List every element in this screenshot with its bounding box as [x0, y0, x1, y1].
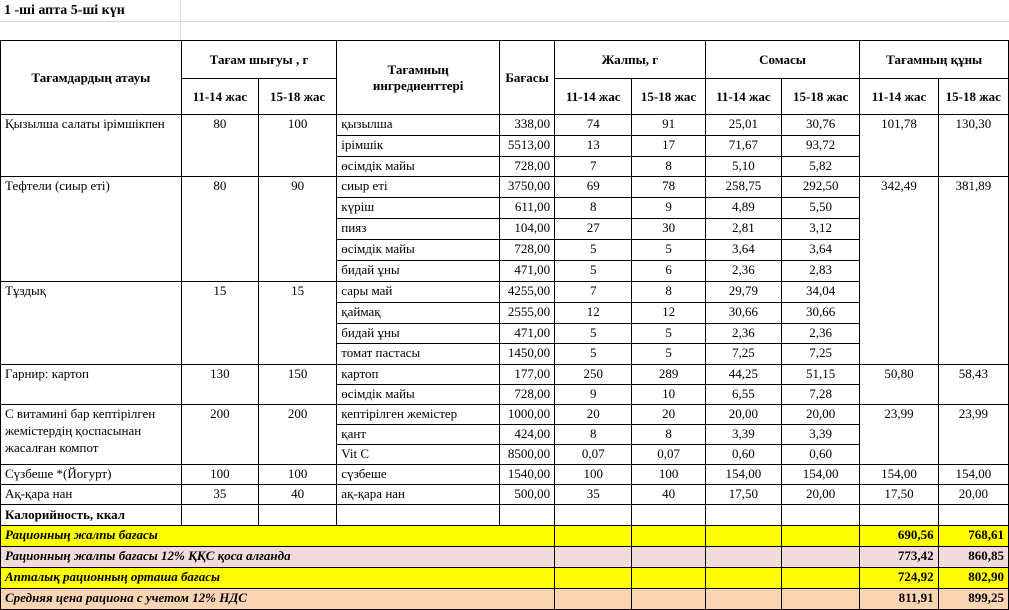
- sum-11-14: 17,50: [705, 485, 781, 505]
- sum-11-14: 0,60: [705, 445, 781, 465]
- grams-11-14: 5: [555, 324, 632, 344]
- empty-cell: [632, 589, 705, 610]
- grams-15-18: 5: [632, 344, 705, 365]
- summary-value-11-14: 690,56: [860, 526, 938, 547]
- sum-11-14: 7,25: [705, 344, 781, 365]
- empty-cell: [705, 589, 781, 610]
- table-row: [1, 282, 1009, 303]
- sum-11-14: 44,25: [705, 365, 781, 385]
- summary-value-15-18: 860,85: [938, 547, 1008, 568]
- grams-11-14: 74: [555, 115, 632, 136]
- sum-11-14: 30,66: [705, 303, 781, 324]
- ingredient-price: 338,00: [499, 115, 554, 136]
- summary-value-11-14: 724,92: [860, 568, 938, 589]
- dish-cost-15-18: 20,00: [938, 485, 1008, 505]
- grams-11-14: 7: [555, 157, 632, 177]
- ingredient-name: өсімдік майы: [337, 157, 500, 177]
- ingredient-name: кептірілген жемістер: [337, 405, 500, 425]
- ingredient-name: күріш: [337, 198, 500, 219]
- table-row: [1, 365, 1009, 385]
- summary-value-11-14: 773,42: [860, 547, 938, 568]
- sum-11-14: 154,00: [705, 465, 781, 485]
- grams-11-14: 20: [555, 405, 632, 425]
- table-row: [1, 465, 1009, 485]
- sum-15-18: 3,12: [782, 219, 860, 240]
- summary-row: [1, 589, 1009, 610]
- empty-cell: [337, 505, 500, 526]
- summary-row: [1, 526, 1009, 547]
- grams-11-14: 250: [555, 365, 632, 385]
- output-11-14: 80: [181, 115, 258, 177]
- summary-row: [1, 547, 1009, 568]
- grams-15-18: 17: [632, 136, 705, 157]
- sum-11-14: 3,39: [705, 425, 781, 445]
- sum-15-18: 20,00: [782, 485, 860, 505]
- grams-15-18: 8: [632, 425, 705, 445]
- ingredient-price: 500,00: [499, 485, 554, 505]
- ingredient-price: 471,00: [499, 324, 554, 344]
- grams-11-14: 5: [555, 240, 632, 261]
- header-price: Бағасы: [499, 41, 554, 115]
- header-age-11-14: 11-14 жас: [181, 79, 258, 115]
- sum-15-18: 30,76: [782, 115, 860, 136]
- sheet-title: 1 -ші апта 5-ші күн: [0, 0, 1009, 22]
- dish-cost-15-18: 154,00: [938, 465, 1008, 485]
- dish-cost-11-14: 17,50: [860, 485, 938, 505]
- sum-15-18: 20,00: [782, 405, 860, 425]
- dish-name: Тұздық: [1, 282, 182, 365]
- summary-value-15-18: 802,90: [938, 568, 1008, 589]
- header-age-15-18: 15-18 жас: [632, 79, 705, 115]
- menu-table: [0, 40, 1009, 610]
- empty-cell: [555, 526, 632, 547]
- ingredient-name: сиыр еті: [337, 177, 500, 198]
- sum-11-14: 6,55: [705, 385, 781, 405]
- ingredient-name: қызылша: [337, 115, 500, 136]
- header-age-15-18: 15-18 жас: [259, 79, 337, 115]
- output-15-18: 200: [259, 405, 337, 465]
- dish-rows: [1, 115, 1009, 505]
- empty-cell: [555, 547, 632, 568]
- summary-value-11-14: 811,91: [860, 589, 938, 610]
- dish-cost-15-18: 23,99: [938, 405, 1008, 465]
- empty-cell: [705, 547, 781, 568]
- grams-15-18: 91: [632, 115, 705, 136]
- dish-cost-11-14: 101,78: [860, 115, 938, 177]
- sum-15-18: 51,15: [782, 365, 860, 385]
- summary-rows: [1, 505, 1009, 610]
- calorie-label: Калорийность, ккал: [1, 505, 182, 526]
- output-15-18: 100: [259, 115, 337, 177]
- ingredient-name: ақ-қара нан: [337, 485, 500, 505]
- empty-cell: [555, 589, 632, 610]
- ingredient-price: 5513,00: [499, 136, 554, 157]
- grams-15-18: 289: [632, 365, 705, 385]
- output-15-18: 40: [259, 485, 337, 505]
- grams-11-14: 13: [555, 136, 632, 157]
- grams-15-18: 6: [632, 261, 705, 282]
- ingredient-price: 177,00: [499, 365, 554, 385]
- ingredient-name: сүзбеше: [337, 465, 500, 485]
- ingredient-price: 728,00: [499, 385, 554, 405]
- sum-11-14: 20,00: [705, 405, 781, 425]
- empty-cell: [705, 505, 781, 526]
- dish-cost-11-14: 23,99: [860, 405, 938, 465]
- empty-cell: [938, 505, 1008, 526]
- summary-label: Рационның жалпы бағасы: [1, 526, 555, 547]
- sum-15-18: 154,00: [782, 465, 860, 485]
- output-15-18: 100: [259, 465, 337, 485]
- header-output: Тағам шығуы , г: [181, 41, 337, 79]
- ingredient-name: томат пастасы: [337, 344, 500, 365]
- ingredient-name: пияз: [337, 219, 500, 240]
- sum-15-18: 93,72: [782, 136, 860, 157]
- grid-line: [180, 0, 181, 40]
- sum-11-14: 2,36: [705, 261, 781, 282]
- dish-cost-11-14: 154,00: [860, 465, 938, 485]
- sum-15-18: 0,60: [782, 445, 860, 465]
- sum-15-18: 30,66: [782, 303, 860, 324]
- empty-cell: [782, 589, 860, 610]
- grams-15-18: 10: [632, 385, 705, 405]
- ingredient-price: 611,00: [499, 198, 554, 219]
- ingredient-price: 1540,00: [499, 465, 554, 485]
- ingredient-price: 1450,00: [499, 344, 554, 365]
- grams-11-14: 12: [555, 303, 632, 324]
- grams-15-18: 12: [632, 303, 705, 324]
- output-11-14: 80: [181, 177, 258, 282]
- grams-11-14: 9: [555, 385, 632, 405]
- ingredient-name: өсімдік майы: [337, 385, 500, 405]
- grams-15-18: 8: [632, 157, 705, 177]
- sum-11-14: 29,79: [705, 282, 781, 303]
- empty-cell: [782, 505, 860, 526]
- ingredient-price: 3750,00: [499, 177, 554, 198]
- output-11-14: 130: [181, 365, 258, 405]
- summary-value-15-18: 768,61: [938, 526, 1008, 547]
- sum-15-18: 292,50: [782, 177, 860, 198]
- dish-cost-11-14: 342,49: [860, 177, 938, 365]
- ingredient-name: Vit C: [337, 445, 500, 465]
- dish-cost-15-18: 58,43: [938, 365, 1008, 405]
- grams-11-14: 35: [555, 485, 632, 505]
- sum-11-14: 2,36: [705, 324, 781, 344]
- table-row: [1, 177, 1009, 198]
- header-ingredients: Тағамның ингредиенттері: [337, 41, 500, 115]
- dish-name: Тефтели (сиыр еті): [1, 177, 182, 282]
- sum-15-18: 7,28: [782, 385, 860, 405]
- ingredient-price: 728,00: [499, 240, 554, 261]
- grams-11-14: 5: [555, 344, 632, 365]
- header-age-15-18: 15-18 жас: [782, 79, 860, 115]
- empty-cell: [632, 547, 705, 568]
- empty-cell: [499, 505, 554, 526]
- empty-cell: [632, 505, 705, 526]
- ingredient-price: 104,00: [499, 219, 554, 240]
- output-15-18: 90: [259, 177, 337, 282]
- header-age-11-14: 11-14 жас: [860, 79, 938, 115]
- sum-11-14: 25,01: [705, 115, 781, 136]
- sum-15-18: 5,50: [782, 198, 860, 219]
- dish-name: С витамині бар кептірілген жемістердің қоспасынан жасалған компот: [1, 405, 182, 465]
- ingredient-name: картоп: [337, 365, 500, 385]
- dish-cost-15-18: 130,30: [938, 115, 1008, 177]
- empty-cell: [259, 505, 337, 526]
- grams-11-14: 7: [555, 282, 632, 303]
- output-11-14: 200: [181, 405, 258, 465]
- empty-cell: [632, 568, 705, 589]
- header-dish-name: Тағамдардың атауы: [1, 41, 182, 115]
- header-cost: Тағамның құны: [860, 41, 1009, 79]
- grams-15-18: 30: [632, 219, 705, 240]
- header-age-15-18: 15-18 жас: [938, 79, 1008, 115]
- dish-name: Қызылша салаты ірімшікпен: [1, 115, 182, 177]
- grams-11-14: 0,07: [555, 445, 632, 465]
- empty-cell: [705, 568, 781, 589]
- grams-15-18: 20: [632, 405, 705, 425]
- dish-name: Гарнир: картоп: [1, 365, 182, 405]
- ingredient-price: 471,00: [499, 261, 554, 282]
- header-total: Жалпы, г: [555, 41, 706, 79]
- empty-cell: [705, 526, 781, 547]
- summary-label: Средняя цена рациона с учетом 12% НДС: [1, 589, 555, 610]
- sum-15-18: 3,39: [782, 425, 860, 445]
- output-11-14: 15: [181, 282, 258, 365]
- empty-cell: [632, 526, 705, 547]
- summary-label: Рационның жалпы бағасы 12% ҚҚС қоса алғанда: [1, 547, 555, 568]
- sum-11-14: 71,67: [705, 136, 781, 157]
- sum-15-18: 2,83: [782, 261, 860, 282]
- sum-15-18: 5,82: [782, 157, 860, 177]
- header-sum: Сомасы: [705, 41, 860, 79]
- sum-15-18: 34,04: [782, 282, 860, 303]
- output-15-18: 15: [259, 282, 337, 365]
- ingredient-price: 4255,00: [499, 282, 554, 303]
- sum-11-14: 4,89: [705, 198, 781, 219]
- grams-15-18: 9: [632, 198, 705, 219]
- grams-15-18: 78: [632, 177, 705, 198]
- grams-15-18: 100: [632, 465, 705, 485]
- ingredient-price: 1000,00: [499, 405, 554, 425]
- sum-11-14: 5,10: [705, 157, 781, 177]
- grams-15-18: 5: [632, 324, 705, 344]
- output-15-18: 150: [259, 365, 337, 405]
- ingredient-price: 8500,00: [499, 445, 554, 465]
- summary-row: [1, 568, 1009, 589]
- empty-cell: [860, 505, 938, 526]
- ingredient-name: қант: [337, 425, 500, 445]
- table-row: [1, 405, 1009, 425]
- ingredient-name: сары май: [337, 282, 500, 303]
- summary-label: Апталық рационның орташа бағасы: [1, 568, 555, 589]
- ingredient-price: 728,00: [499, 157, 554, 177]
- sum-11-14: 3,64: [705, 240, 781, 261]
- output-11-14: 35: [181, 485, 258, 505]
- grams-15-18: 8: [632, 282, 705, 303]
- header-age-11-14: 11-14 жас: [705, 79, 781, 115]
- grams-15-18: 5: [632, 240, 705, 261]
- empty-cell: [181, 505, 258, 526]
- sum-15-18: 2,36: [782, 324, 860, 344]
- ingredient-name: бидай ұны: [337, 261, 500, 282]
- empty-cell: [555, 568, 632, 589]
- table-row: [1, 485, 1009, 505]
- sum-15-18: 3,64: [782, 240, 860, 261]
- grams-15-18: 40: [632, 485, 705, 505]
- empty-cell: [782, 568, 860, 589]
- empty-cell: [782, 526, 860, 547]
- sum-15-18: 7,25: [782, 344, 860, 365]
- dish-name: Сүзбеше *(Йогурт): [1, 465, 182, 485]
- dish-name: Ақ-қара нан: [1, 485, 182, 505]
- summary-value-15-18: 899,25: [938, 589, 1008, 610]
- ingredient-price: 2555,00: [499, 303, 554, 324]
- ingredient-name: бидай ұны: [337, 324, 500, 344]
- sum-11-14: 2,81: [705, 219, 781, 240]
- grams-11-14: 8: [555, 198, 632, 219]
- ingredient-name: ірімшік: [337, 136, 500, 157]
- sum-11-14: 258,75: [705, 177, 781, 198]
- grams-11-14: 27: [555, 219, 632, 240]
- ingredient-name: қаймақ: [337, 303, 500, 324]
- output-11-14: 100: [181, 465, 258, 485]
- dish-cost-11-14: 50,80: [860, 365, 938, 405]
- grams-11-14: 8: [555, 425, 632, 445]
- grams-11-14: 69: [555, 177, 632, 198]
- empty-cell: [555, 505, 632, 526]
- grams-15-18: 0,07: [632, 445, 705, 465]
- header-age-11-14: 11-14 жас: [555, 79, 632, 115]
- dish-cost-15-18: 381,89: [938, 177, 1008, 365]
- ingredient-price: 424,00: [499, 425, 554, 445]
- grams-11-14: 5: [555, 261, 632, 282]
- empty-cell: [782, 547, 860, 568]
- grams-11-14: 100: [555, 465, 632, 485]
- table-row: [1, 115, 1009, 136]
- ingredient-name: өсімдік майы: [337, 240, 500, 261]
